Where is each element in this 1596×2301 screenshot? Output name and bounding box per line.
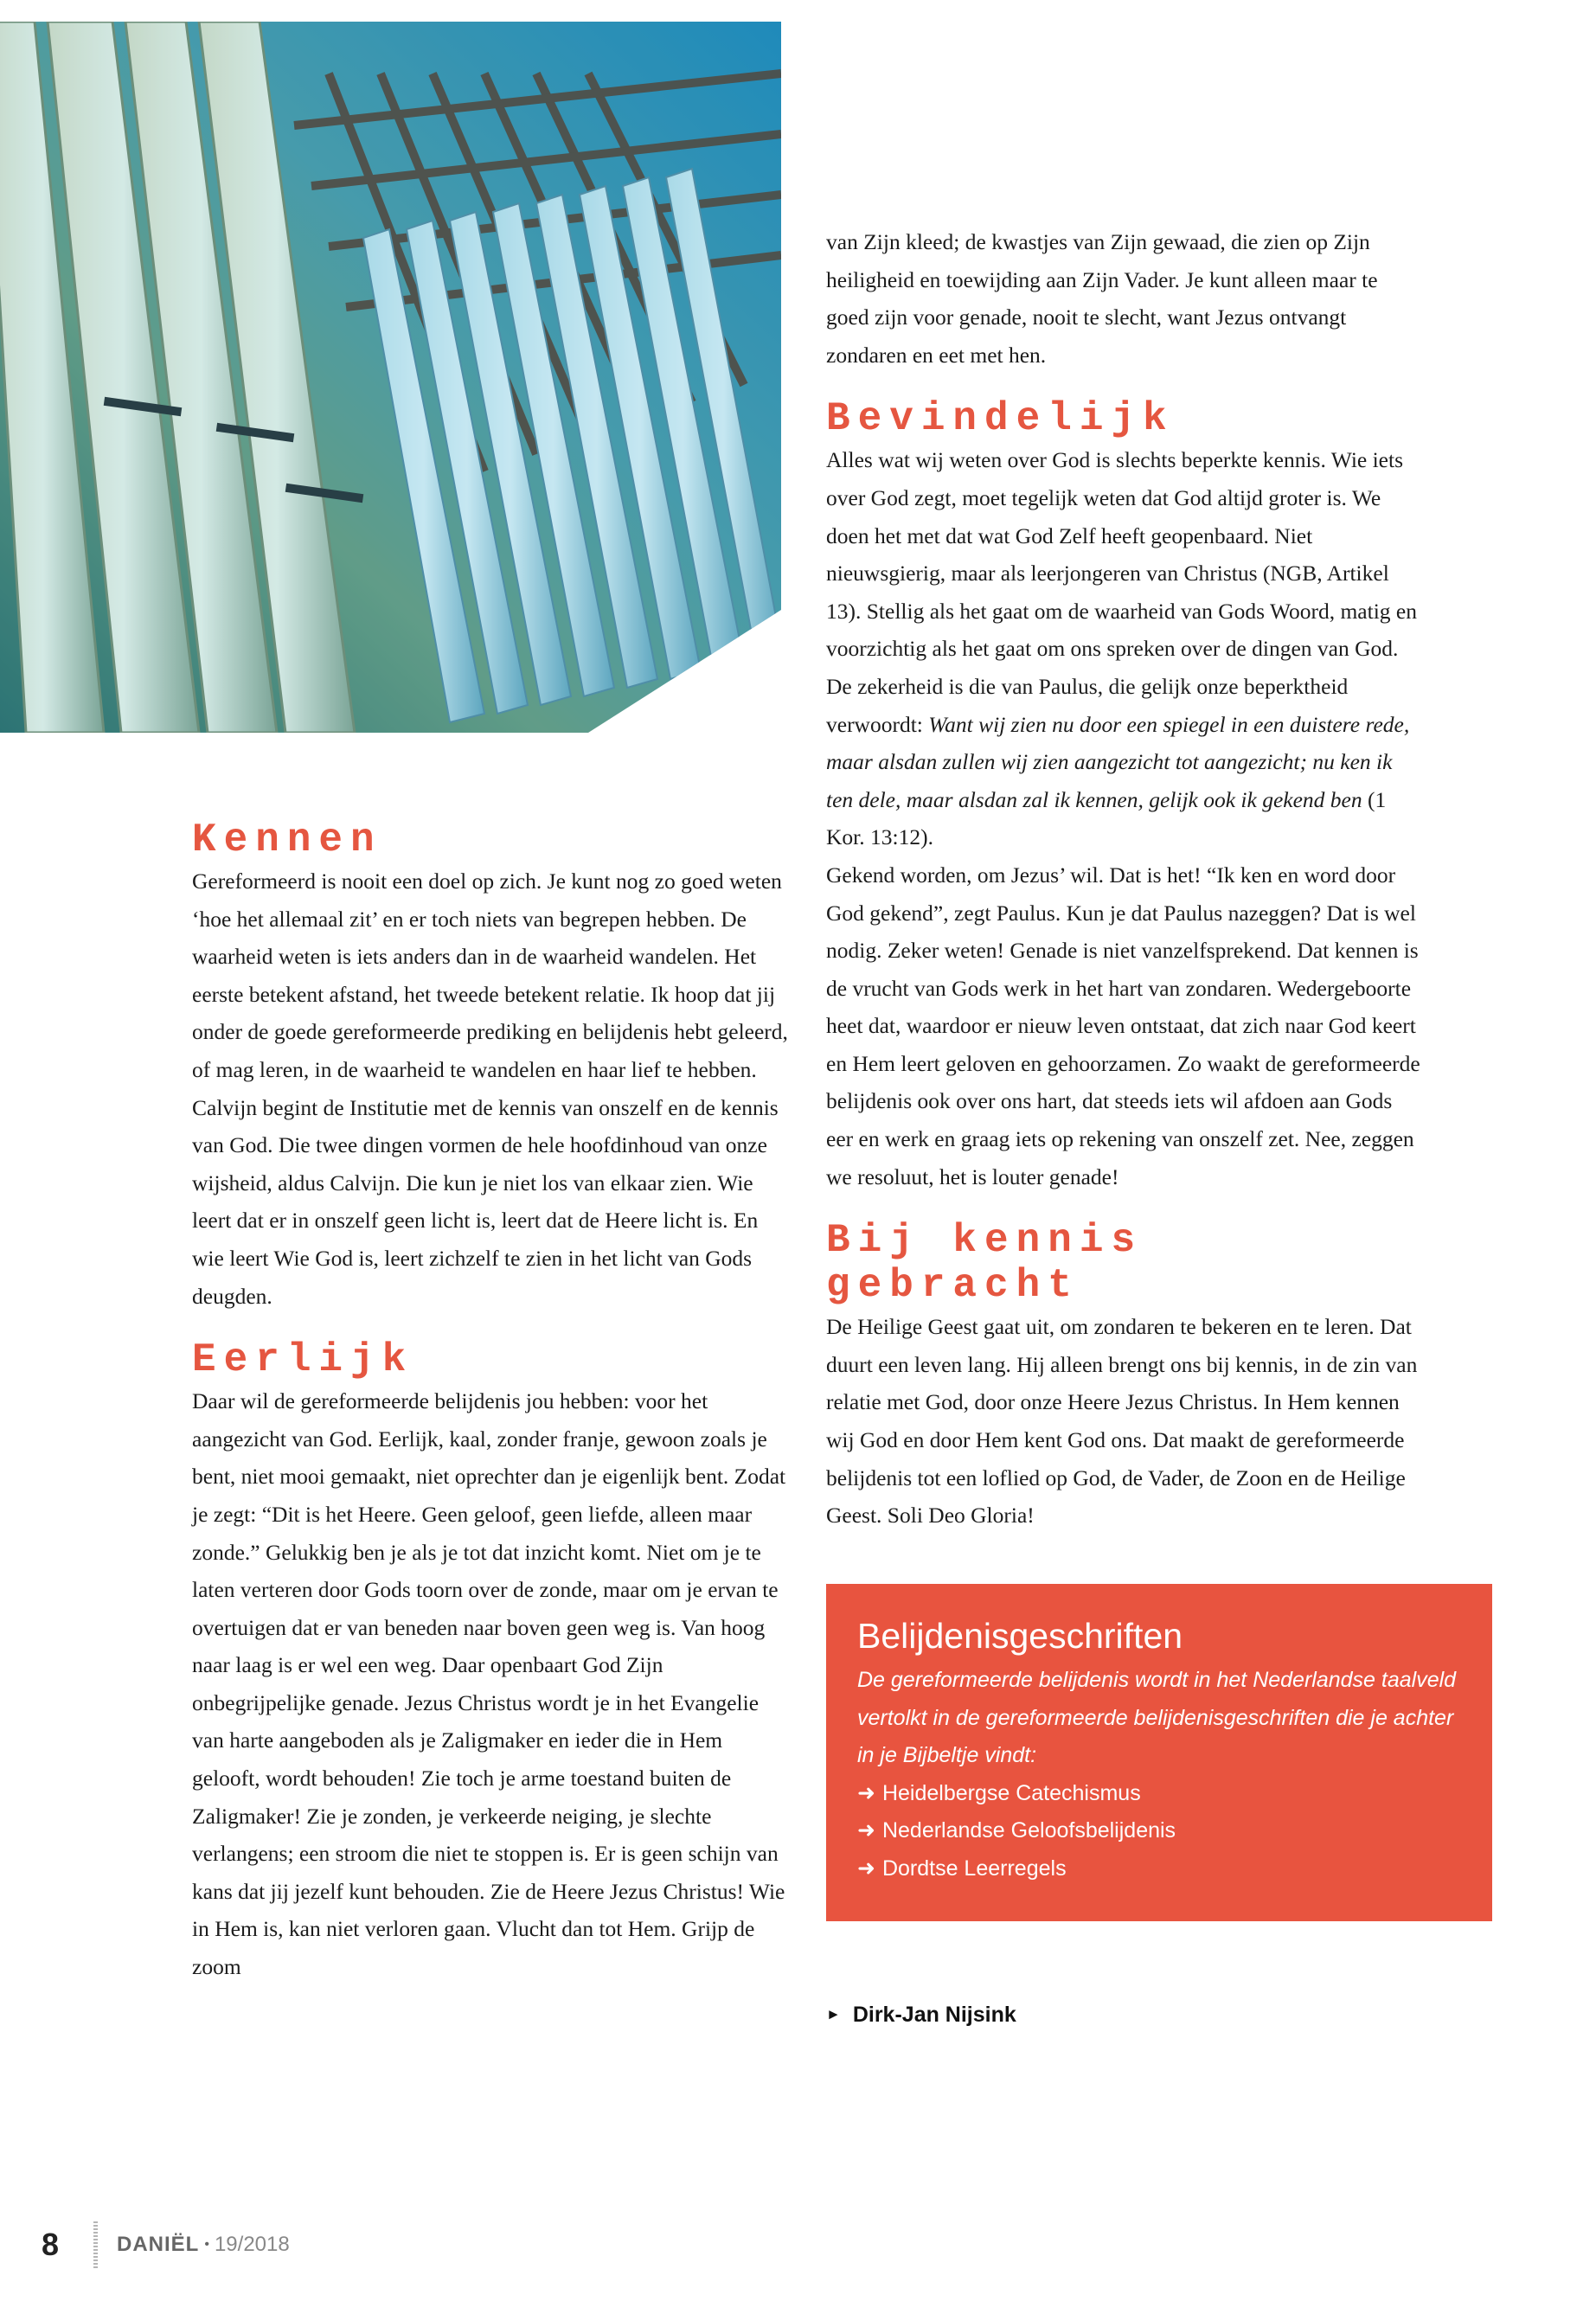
organ-pipes-photo bbox=[0, 22, 781, 733]
arrow-icon: ➜ bbox=[857, 1856, 875, 1881]
footer-separator: • bbox=[204, 2237, 209, 2252]
paragraph-kennen: Gereformeerd is nooit een doel op zich. Je kunt nog zo goed weten ‘hoe het allemaal zit’ en er toch niets van begrepen hebben. De waarheid weten is iets anders dan in de waarheid wandelen. Het eerste betekent afstand, het tweede betekent relatie. Ik hoop dat jij onder de goede gereformeerde prediking en belijdenis hebt geleerd, of mag leren, in de waarheid te wandelen en haar lief te hebben. Calvijn begint de Institutie met de kennis van onszelf en de kennis van God. Die twee dingen vormen de hele hoofdinhoud van onze wijsheid, aldus Calvijn. Die kun je niet los van elkaar zien. Wie leert dat er in onszelf geen licht is, leert dat de Heere licht is. En wie leert Wie God is, leert zichzelf te zien in het licht van Gods deugden. bbox=[192, 868, 788, 1309]
info-box-intro: De gereformeerde belijdenis wordt in het Nederlandse taalveld vertolkt in de gereformeerde belijdenisgeschriften die je achter in je Bijbeltje vindt: bbox=[857, 1668, 1457, 1767]
page-footer bbox=[42, 2221, 290, 2268]
issue-number: 19/2018 bbox=[214, 2233, 290, 2256]
triangle-icon: ► bbox=[826, 2006, 841, 2022]
info-box bbox=[826, 1584, 1492, 1921]
bible-reference: (1 Kor. 13:12). bbox=[826, 786, 1387, 850]
paragraph-bevindelijk bbox=[826, 441, 1423, 856]
paragraph-eerlijk: Daar wil de gereformeerde belijdenis jou hebben: voor het aangezicht van God. Eerlijk, kaal, zonder franje, gewoon zoals je bent, niet mooi gemaakt, niet oprechter dan je eigenlijk bent. Zodat je zegt: “Dit is het Heere. Geen geloof, geen liefde, alleen maar zonde.” Gelukkig ben je als je tot dat inzicht komt. Niet om je te laten verteren door Gods toorn over de zonde, maar om je ervan te overtuigen dat er van beneden naar boven geen weg is. Van hoog naar laag is er wel een weg. Daar openbaart God Zijn onbegrijpelijke genade. Jezus Christus wordt je in het Evangelie van harte aangeboden als je Zaligmaker en ieder die in Hem gelooft, wordt behouden! Zie toch je arme toestand buiten de Zaligmaker! Zie je zonden, je verkeerde neiging, je slechte verlangens; een stroom die niet te stoppen is. Er is geen schijn van kans dat jij jezelf kunt behouden. Zie de Heere Jezus Christus! Wie in Hem is, kan niet verloren gaan. Vlucht dan tot Hem. Grijp de zoom bbox=[192, 1388, 786, 1980]
bible-quote: Want wij zien nu door een spiegel in een duistere rede, maar alsdan zullen wij zien aangezicht tot aangezicht; nu ken ik ten dele, maar alsdan zal ik kennen, gelijk ook ik gekend ben bbox=[826, 711, 1410, 812]
info-box-title: Belijdenisgeschriften bbox=[857, 1616, 1183, 1656]
info-box-list bbox=[857, 1775, 1461, 1888]
heading-bij-kennis: Bij kennis gebracht bbox=[826, 1218, 1144, 1309]
paragraph-bij-kennis: De Heilige Geest gaat uit, om zondaren te bekeren en te leren. Dat duurt een leven lang. Hij alleen brengt ons bij kennis, in de zin van relatie met God, door onze Heere Jezus Christus. In Hem kennen wij God en door Hem kent God ons. Dat maakt de gereformeerde belijdenis tot een loflied op God, de Vader, de Zoon en de Heilige Geest. Soli Deo Gloria! bbox=[826, 1314, 1418, 1529]
heading-bevindelijk: Bevindelijk bbox=[826, 396, 1175, 442]
bevindelijk-text: Alles wat wij weten over God is slechts beperkte kennis. Wie iets over God zegt, moet tegelijk weten dat God altijd groter is. We doen het met dat wat God Zelf heeft geopenbaard. Niet nieuwsgierig, maar als leerjongeren van Christus (NGB, Artikel 13). Stellig als het gaat om de waarheid van Gods Woord, matig en voorzichtig als het gaat om ons spreken over de dingen van God. De zekerheid is die van Paulus, die gelijk onze beperktheid verwoordt: bbox=[826, 447, 1417, 737]
magazine-name: DANIËL bbox=[117, 2233, 200, 2256]
list-item: ➜ Heidelbergse Catechismus bbox=[857, 1775, 1461, 1813]
list-item: ➜ Dordtse Leerregels bbox=[857, 1850, 1461, 1888]
author-name: Dirk-Jan Nijsink bbox=[852, 2003, 1016, 2027]
heading-kennen: Kennen bbox=[192, 817, 382, 862]
paragraph-continuation: van Zijn kleed; de kwastjes van Zijn gewaad, die zien op Zijn heiligheid en toewijding aan Zijn Vader. Je kunt alleen maar te goed zijn voor genade, nooit te slecht, want Jezus ontvangt zondaren en eet met hen. bbox=[826, 229, 1378, 368]
page-number: 8 bbox=[42, 2227, 59, 2262]
paragraph-gekend: Gekend worden, om Jezus’ wil. Dat is het! “Ik ken en word door God gekend”, zegt Paulus. Kun je dat Paulus nazeggen? Dat is wel nodig. Zeker weten! Genade is niet vanzelfsprekend. Dat kennen is de vrucht van Gods werk in het hart van zondaren. Wedergeboorte heet dat, waardoor er nieuw leven ontstaat, dat zich naar God keert en Hem leert geloven en gehoorzamen. Zo waakt de gereformeerde belijdenis ook over ons hart, dat steeds iets wil afdoen aan Gods eer en werk en graag iets op rekening van onszelf zet. Nee, zeggen we resoluut, het is louter genade! bbox=[826, 862, 1420, 1189]
organ-pipes-icon bbox=[0, 22, 781, 733]
footer-divider bbox=[93, 2221, 98, 2268]
arrow-icon: ➜ bbox=[857, 1818, 875, 1843]
list-item: ➜ Nederlandse Geloofsbelijdenis bbox=[857, 1812, 1461, 1850]
author-credit bbox=[826, 2001, 1016, 2029]
right-column bbox=[826, 223, 1423, 1535]
heading-eerlijk: Eerlijk bbox=[192, 1337, 414, 1383]
arrow-icon: ➜ bbox=[857, 1780, 875, 1805]
left-column bbox=[192, 817, 789, 1986]
